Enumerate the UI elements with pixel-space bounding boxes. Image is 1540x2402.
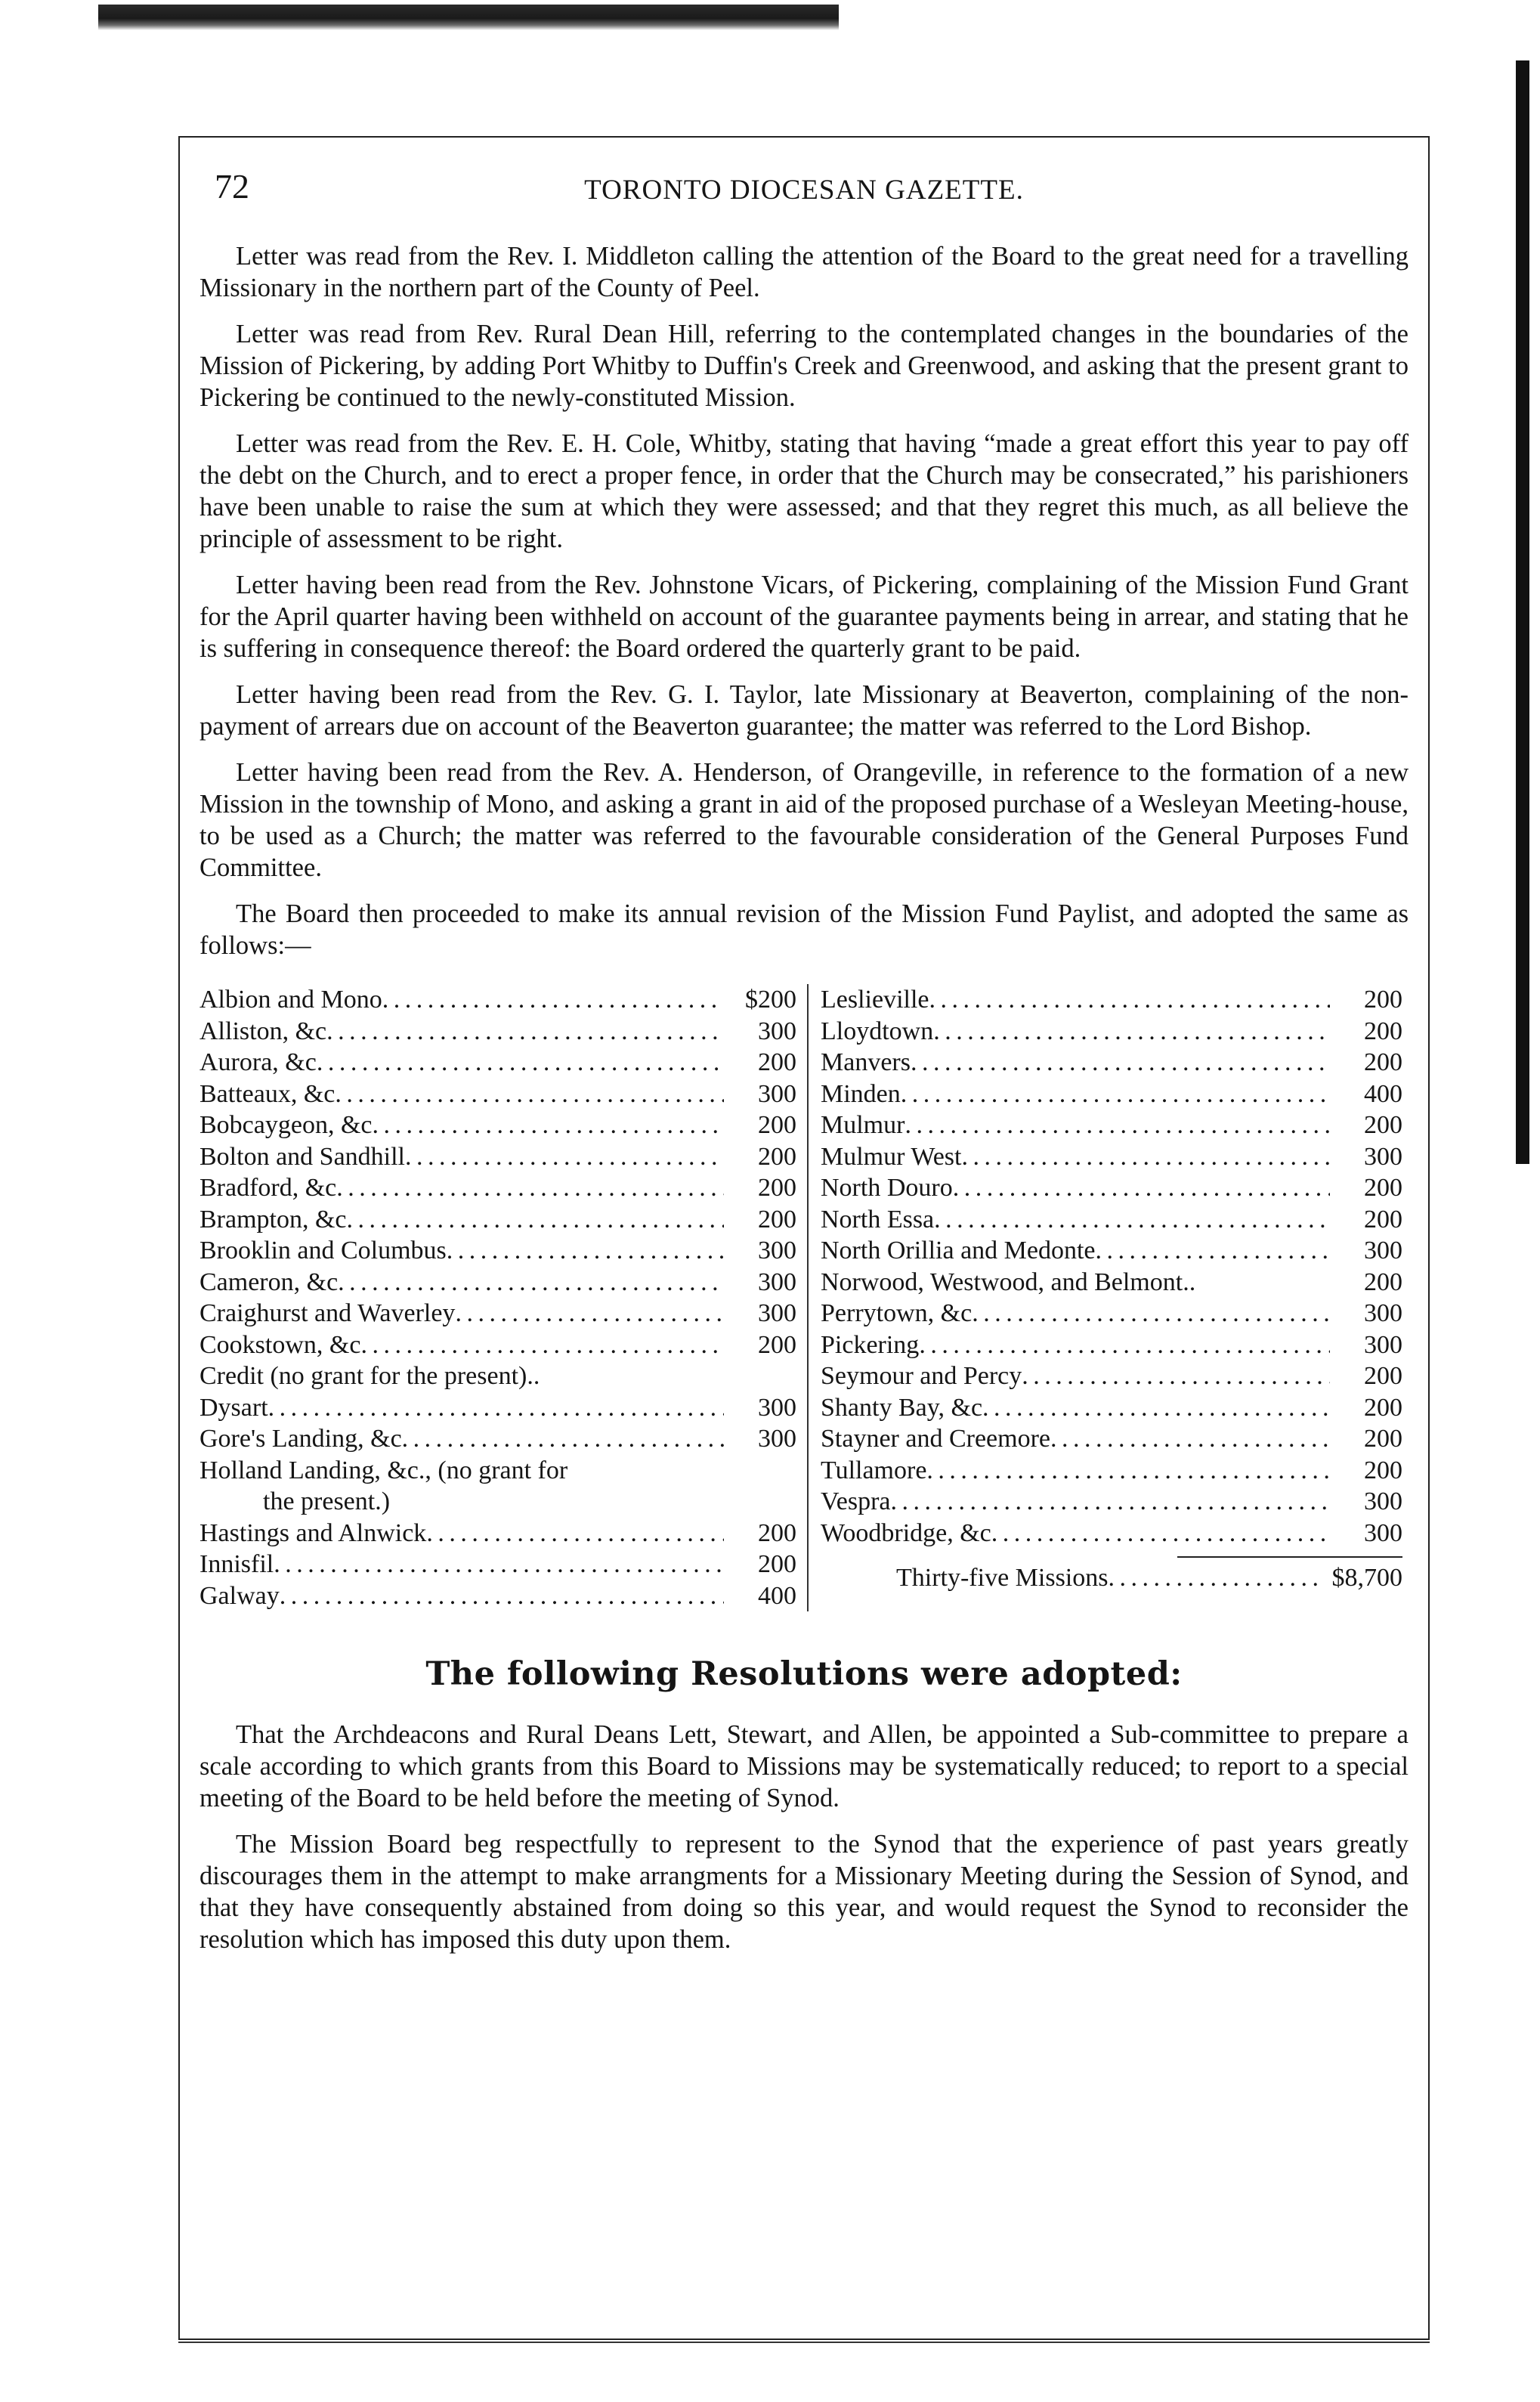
grant-amount: 200 xyxy=(1364,986,1402,1014)
paylist-row xyxy=(199,1110,796,1141)
mission-name: Seymour and Percy xyxy=(821,1362,1022,1390)
mission-name: Dysart xyxy=(199,1393,268,1422)
leader-dots xyxy=(402,1423,724,1455)
grant-amount: 200 xyxy=(1364,1456,1402,1484)
grant-amount: 200 xyxy=(1364,1174,1402,1202)
grant-amount: 200 xyxy=(758,1048,796,1076)
leader-dots xyxy=(934,1204,1330,1236)
leader-dots xyxy=(382,984,724,1016)
leader-dots xyxy=(268,1392,724,1424)
paragraph: Letter having been read from the Rev. G. I. Taylor, late Missionary at Beaverton, complaining of the non-payment of arrears due on account of the Beaverton guarantee; the matter was referred to the Lord Bishop. xyxy=(199,680,1409,741)
page-number: 72 xyxy=(215,167,249,206)
mission-name: Holland Landing, &c., (no grant for xyxy=(199,1456,568,1484)
mission-name: Cookstown, &c xyxy=(199,1330,361,1359)
mission-name: Pickering xyxy=(821,1330,920,1359)
mission-name: Tullamore xyxy=(821,1456,927,1484)
paylist-left-column xyxy=(199,984,809,1611)
grant-amount: 300 xyxy=(1364,1299,1402,1327)
paragraph: That the Archdeacons and Rural Deans Lett, Stewart, and Allen, be appointed a Sub-committee to prepare a scale according to which grants from this Board to Missions may be systematically reduced; to report to a special meeting of the Board to be held before the meeting of Synod. xyxy=(199,1720,1409,1812)
paylist-row xyxy=(821,1047,1402,1079)
paragraph: Letter was read from Rev. Rural Dean Hill, referring to the contemplated changes in the boundaries of the Mission of Pickering, by adding Port Whitby to Duffin's Creek and Greenwood, and asking that the present grant to Pickering be continued to the newly-constituted Mission. xyxy=(199,320,1409,412)
mission-name: Shanty Bay, &c xyxy=(821,1393,983,1422)
paylist-total-row xyxy=(821,1562,1402,1594)
leader-dots xyxy=(919,1329,1330,1361)
paylist-row xyxy=(199,984,796,1016)
grant-amount: 200 xyxy=(1364,1393,1402,1422)
total-label: Thirty-five Missions xyxy=(896,1564,1109,1592)
paylist-row xyxy=(199,1235,796,1267)
paylist-row xyxy=(199,1423,796,1455)
leader-dots xyxy=(317,1047,724,1079)
paylist-row xyxy=(199,1455,796,1487)
leader-dots xyxy=(911,1047,1330,1079)
paylist-row xyxy=(821,1110,1402,1141)
paylist-row xyxy=(821,1016,1402,1048)
leader-dots xyxy=(455,1298,724,1329)
grant-amount: 200 xyxy=(758,1174,796,1202)
paylist-row xyxy=(821,1267,1402,1299)
mission-name: North Douro xyxy=(821,1174,953,1202)
paragraph: The Board then proceeded to make its annual revision of the Mission Fund Paylist, and adopted the same as follows:— xyxy=(199,899,1409,960)
leader-dots xyxy=(335,1079,724,1110)
mission-name: Mulmur West xyxy=(821,1142,962,1171)
leader-dots xyxy=(982,1392,1330,1424)
mission-name: Aurora, &c xyxy=(199,1048,317,1076)
mission-name: Bolton and Sandhill xyxy=(199,1142,405,1171)
paylist-right-column xyxy=(809,984,1402,1611)
paylist-row xyxy=(821,1235,1402,1267)
grant-amount: 200 xyxy=(758,1550,796,1578)
paylist-row xyxy=(199,1298,796,1329)
grant-amount: 300 xyxy=(758,1237,796,1264)
paragraph: Letter was read from the Rev. E. H. Cole, Whitby, stating that having “made a great effort this year to pay off the debt on the Church, and to erect a proper fence, in order that the Church may be consecrated,” his parishioners have been unable to raise the sum at which they were assessed; and that they regret this much, as all believe the principle of assessment to be right. xyxy=(199,429,1409,553)
paylist-row xyxy=(199,1047,796,1079)
mission-name: Cameron, &c xyxy=(199,1268,339,1296)
paylist-row xyxy=(199,1016,796,1048)
leader-dots xyxy=(991,1518,1330,1549)
leader-dots xyxy=(905,1110,1330,1141)
paylist-row xyxy=(821,1392,1402,1424)
paylist-row xyxy=(199,1204,796,1236)
leader-dots xyxy=(338,1267,724,1299)
leader-dots xyxy=(373,1110,725,1141)
mission-name: Craighurst and Waverley xyxy=(199,1299,456,1327)
paylist-row xyxy=(199,1549,796,1580)
grant-amount: 200 xyxy=(1364,1425,1402,1453)
paylist-row xyxy=(199,1392,796,1424)
mission-name: Bradford, &c xyxy=(199,1174,337,1202)
mission-name: Alliston, &c xyxy=(199,1017,327,1045)
leader-dots xyxy=(274,1549,724,1580)
mission-name: Batteaux, &c xyxy=(199,1079,336,1108)
leader-dots xyxy=(1108,1562,1321,1594)
grant-amount: 200 xyxy=(1364,1268,1402,1296)
mission-name: Brooklin and Columbus xyxy=(199,1237,447,1264)
paylist-row xyxy=(199,1141,796,1173)
grant-amount: 400 xyxy=(758,1581,796,1610)
mission-name: Innisfil xyxy=(199,1550,274,1578)
paylist-row xyxy=(821,1079,1402,1110)
mission-name: Woodbridge, &c xyxy=(821,1518,991,1547)
paylist-row xyxy=(821,1172,1402,1204)
grant-amount: 300 xyxy=(1364,1330,1402,1359)
leader-dots xyxy=(929,984,1330,1016)
leader-dots xyxy=(280,1580,724,1612)
paylist-row xyxy=(821,984,1402,1016)
mission-name: North Orillia and Medonte xyxy=(821,1237,1096,1264)
leader-dots xyxy=(926,1455,1330,1487)
mission-fund-paylist xyxy=(199,984,1409,1611)
leader-dots xyxy=(426,1518,724,1549)
grant-amount: 300 xyxy=(1364,1237,1402,1264)
grant-amount: 300 xyxy=(758,1393,796,1422)
grant-amount: 200 xyxy=(758,1330,796,1359)
leader-dots xyxy=(972,1298,1330,1329)
paylist-row xyxy=(821,1486,1402,1518)
leader-dots xyxy=(891,1486,1330,1518)
running-head xyxy=(199,166,1409,221)
mission-name: Galway xyxy=(199,1581,280,1610)
grant-amount: 300 xyxy=(758,1425,796,1453)
leader-dots xyxy=(933,1016,1330,1048)
leader-dots xyxy=(901,1079,1330,1110)
leader-dots xyxy=(1022,1360,1330,1392)
paylist-row xyxy=(821,1204,1402,1236)
mission-name: Lloydtown xyxy=(821,1017,934,1045)
leader-dots xyxy=(347,1204,724,1236)
scan-edge-artifact xyxy=(98,5,839,30)
grant-amount: 300 xyxy=(1364,1142,1402,1171)
grant-amount: 200 xyxy=(1364,1017,1402,1045)
leader-dots xyxy=(405,1141,724,1173)
mission-name: Bobcaygeon, &c xyxy=(199,1111,373,1139)
paragraph: The Mission Board beg respectfully to represent to the Synod that the experience of past years greatly discourages them in the attempt to make arrangments for a Missionary Meeting during the Session of Synod, and that they have consequently abstained from doing so this year, and would request the Synod to reconsider the resolution which has imposed this duty upon them. xyxy=(199,1830,1409,1954)
leader-dots xyxy=(447,1235,724,1267)
mission-name: Stayner and Creemore xyxy=(821,1425,1050,1453)
mission-name: Minden xyxy=(821,1079,901,1108)
paragraph: Letter having been read from the Rev. A. Henderson, of Orangeville, in reference to the formation of a new Mission in the township of Mono, and asking a grant in aid of the proposed purchase of a Wesleyan Meeting-house, to be used as a Church; the matter was referred to the favourable consideration of the General Purposes Fund Committee. xyxy=(199,758,1409,882)
paylist-row-continuation xyxy=(199,1486,796,1518)
mission-name: Credit (no grant for the present).. xyxy=(199,1362,540,1390)
page-frame-bottom-rule xyxy=(178,2342,1430,2343)
mission-name: Vespra xyxy=(821,1487,891,1515)
paylist-row xyxy=(199,1267,796,1299)
grant-amount: 300 xyxy=(758,1268,796,1296)
grant-amount: 200 xyxy=(1364,1048,1402,1076)
grant-amount: $200 xyxy=(745,986,796,1014)
leader-dots xyxy=(961,1141,1330,1173)
grant-amount: 200 xyxy=(1364,1111,1402,1139)
leader-dots xyxy=(360,1329,724,1361)
mission-name: Norwood, Westwood, and Belmont.. xyxy=(821,1268,1196,1296)
leader-dots xyxy=(1096,1235,1330,1267)
mission-name: Gore's Landing, &c xyxy=(199,1425,402,1453)
mission-name: North Essa xyxy=(821,1205,935,1234)
paragraph: Letter was read from the Rev. I. Middleton calling the attention of the Board to the great need for a travelling Missionary in the northern part of the County of Peel. xyxy=(199,242,1409,302)
paylist-row xyxy=(199,1360,796,1392)
grant-amount: 200 xyxy=(758,1518,796,1547)
grant-amount: 300 xyxy=(758,1017,796,1045)
mission-name: Hastings and Alnwick xyxy=(199,1518,427,1547)
page-content xyxy=(199,166,1409,1970)
leader-dots xyxy=(1050,1423,1330,1455)
total-rule xyxy=(1177,1556,1402,1558)
paylist-row xyxy=(199,1329,796,1361)
grant-amount: 200 xyxy=(758,1142,796,1171)
grant-amount: 200 xyxy=(1364,1205,1402,1234)
grant-amount: 200 xyxy=(1364,1362,1402,1390)
paylist-row xyxy=(199,1518,796,1549)
leader-dots xyxy=(953,1172,1330,1204)
total-amount: $8,700 xyxy=(1331,1564,1402,1592)
paylist-row xyxy=(199,1580,796,1612)
grant-amount: 300 xyxy=(1364,1487,1402,1515)
paylist-row xyxy=(821,1360,1402,1392)
grant-amount: 300 xyxy=(758,1299,796,1327)
paylist-row xyxy=(821,1329,1402,1361)
paylist-row xyxy=(199,1079,796,1110)
journal-title: TORONTO DIOCESAN GAZETTE. xyxy=(584,175,1024,206)
scan-edge-shadow xyxy=(1516,60,1529,1164)
mission-name: Brampton, &c xyxy=(199,1205,347,1234)
paylist-row xyxy=(199,1172,796,1204)
mission-name: Perrytown, &c xyxy=(821,1299,973,1327)
mission-name: Mulmur xyxy=(821,1111,905,1139)
mission-name: the present.) xyxy=(263,1487,391,1515)
paragraph: Letter having been read from the Rev. Johnstone Vicars, of Pickering, complaining of the Mission Fund Grant for the April quarter having been withheld on account of the guarantee payments being in arrear, and stating that he is suffering in consequence thereof: the Board ordered the quarterly grant to be paid. xyxy=(199,571,1409,663)
mission-name: Albion and Mono xyxy=(199,986,382,1014)
grant-amount: 400 xyxy=(1364,1079,1402,1108)
paylist-row xyxy=(821,1298,1402,1329)
mission-name: Leslieville xyxy=(821,986,929,1014)
paylist-row xyxy=(821,1455,1402,1487)
resolutions-heading: The following Resolutions were adopted: xyxy=(425,1655,1183,1693)
paylist-row xyxy=(821,1141,1402,1173)
mission-name: Manvers xyxy=(821,1048,911,1076)
leader-dots xyxy=(326,1016,724,1048)
leader-dots xyxy=(336,1172,724,1204)
paylist-row xyxy=(821,1423,1402,1455)
grant-amount: 300 xyxy=(1364,1518,1402,1547)
grant-amount: 200 xyxy=(758,1205,796,1234)
grant-amount: 200 xyxy=(758,1111,796,1139)
paylist-row xyxy=(821,1518,1402,1549)
grant-amount: 300 xyxy=(758,1079,796,1108)
